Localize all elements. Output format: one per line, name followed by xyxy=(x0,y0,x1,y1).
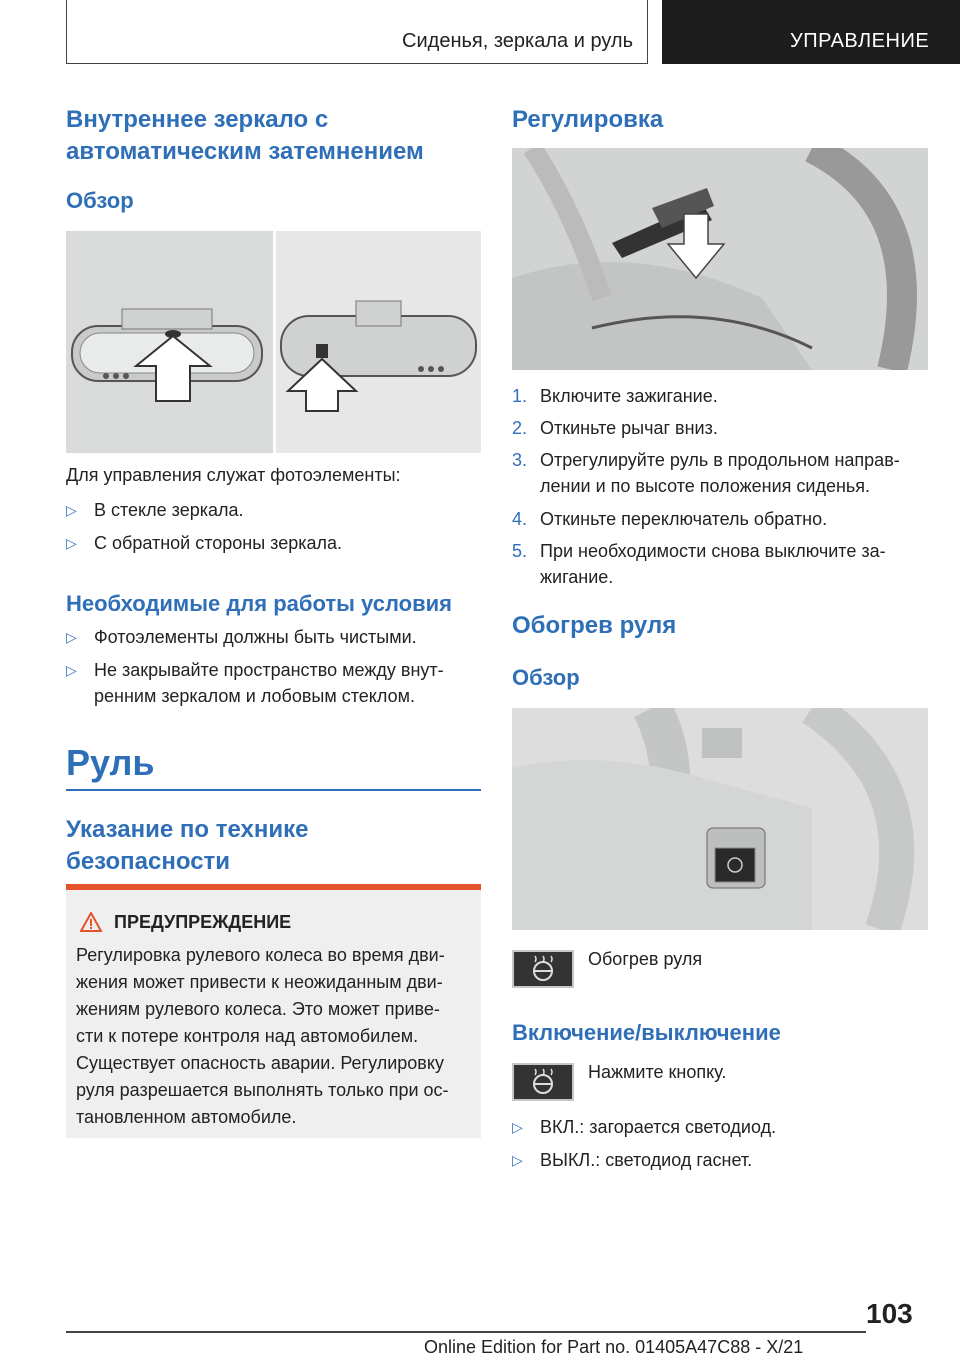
mirror-illustration xyxy=(66,231,481,453)
onoff-item-text: ВКЛ.: загорается светодиод. xyxy=(540,1117,777,1137)
bullet-triangle-icon: ▷ xyxy=(512,1152,523,1168)
safety-heading xyxy=(66,814,308,878)
step-text: Включите зажигание. xyxy=(540,386,718,406)
warning-line: тановленном автомобиле. xyxy=(76,1107,297,1127)
steering-wheel-heating-icon xyxy=(512,950,574,988)
step-text-continuation: лении и по высоте положения сиденья. xyxy=(540,476,871,496)
steering-wheel-heating-button-icon xyxy=(512,1063,574,1101)
steering-lever-illustration xyxy=(512,148,928,370)
header-section-title: Сиденья, зеркала и руль xyxy=(402,30,633,52)
mirror-heading-line2: автоматическим затемнением xyxy=(66,138,424,165)
header-chapter-box xyxy=(662,0,960,64)
warning-title: ПРЕДУПРЕЖДЕНИЕ xyxy=(114,912,292,932)
photocells-intro: Для управления служат фотоэлементы: xyxy=(66,465,401,485)
mirror-image xyxy=(66,231,481,453)
page-number: 103 xyxy=(866,1298,913,1329)
bullet-triangle-icon: ▷ xyxy=(66,662,77,678)
mirror-heading xyxy=(66,104,424,168)
step-number: 4. xyxy=(512,509,528,529)
step-number: 3. xyxy=(512,450,528,470)
step-number: 1. xyxy=(512,386,528,406)
mirror-overview-heading: Обзор xyxy=(66,188,134,213)
onoff-item-text: ВЫКЛ.: светодиод гаснет. xyxy=(540,1150,753,1170)
warning-line: руля разрешается выполнять только при ос- xyxy=(76,1080,449,1100)
warning-text xyxy=(76,942,449,1131)
bullet-triangle-icon: ▷ xyxy=(66,535,77,551)
bullet-triangle-icon: ▷ xyxy=(66,629,77,645)
mirror-heading-line1: Внутреннее зеркало с xyxy=(66,106,329,133)
photocell-item-text: В стекле зеркала. xyxy=(94,500,244,520)
steering-lever-image xyxy=(512,148,928,370)
step-text: Откиньте рычаг вниз. xyxy=(540,418,718,438)
step-text: Отрегулируйте руль в продольном направ- xyxy=(540,450,900,470)
adjust-heading: Регулировка xyxy=(512,106,664,133)
conditions-heading: Необходимые для работы условия xyxy=(66,591,452,616)
conditions-item-text: Не закрывайте пространство между внут- xyxy=(94,660,444,680)
bullet-triangle-icon: ▷ xyxy=(66,502,77,518)
warning-line: Регулировка рулевого колеса во время дви- xyxy=(76,945,445,965)
header-chapter: УПРАВЛЕНИЕ xyxy=(790,30,930,52)
heating-icon-label: Обогрев руля xyxy=(588,949,703,969)
press-button-text: Нажмите кнопку. xyxy=(588,1062,727,1082)
warning-line: Существует опасность аварии. Регулировку xyxy=(76,1053,444,1073)
safety-heading-line2: безопасности xyxy=(66,848,231,875)
warning-line: жения может привести к неожиданным дви- xyxy=(76,972,443,992)
heating-button-illustration xyxy=(512,708,928,930)
conditions-item-text: Фотоэлементы должны быть чистыми. xyxy=(94,627,417,647)
wheel-heading: Руль xyxy=(66,742,155,783)
warning-box xyxy=(66,884,481,1138)
photocell-item-text: С обратной стороны зеркала. xyxy=(94,533,343,553)
wheel-heading-rule xyxy=(66,789,481,791)
onoff-heading: Включение/выключение xyxy=(512,1020,781,1045)
step-text: При необходимости снова выключите за- xyxy=(540,541,886,561)
conditions-item-continuation: ренним зеркалом и лобовым стеклом. xyxy=(94,686,415,706)
footer-rule xyxy=(66,1331,866,1333)
safety-heading-line1: Указание по технике xyxy=(66,816,309,843)
step-text-continuation: жигание. xyxy=(540,567,614,587)
warning-line: жениям рулевого колеса. Это может приве- xyxy=(76,999,440,1019)
warning-triangle-icon xyxy=(80,912,102,932)
header-section-box xyxy=(66,0,648,64)
bullet-triangle-icon: ▷ xyxy=(512,1119,523,1135)
footer-edition: Online Edition for Part no. 01405A47C88 - X/21 xyxy=(424,1337,804,1357)
heating-overview-heading: Обзор xyxy=(512,665,580,690)
heating-button-image xyxy=(512,708,928,930)
step-number: 2. xyxy=(512,418,528,438)
step-text: Откиньте переключатель обратно. xyxy=(540,509,828,529)
step-number: 5. xyxy=(512,541,528,561)
warning-line: сти к потере контроля над автомобилем. xyxy=(76,1026,419,1046)
heating-heading: Обогрев руля xyxy=(512,612,677,639)
